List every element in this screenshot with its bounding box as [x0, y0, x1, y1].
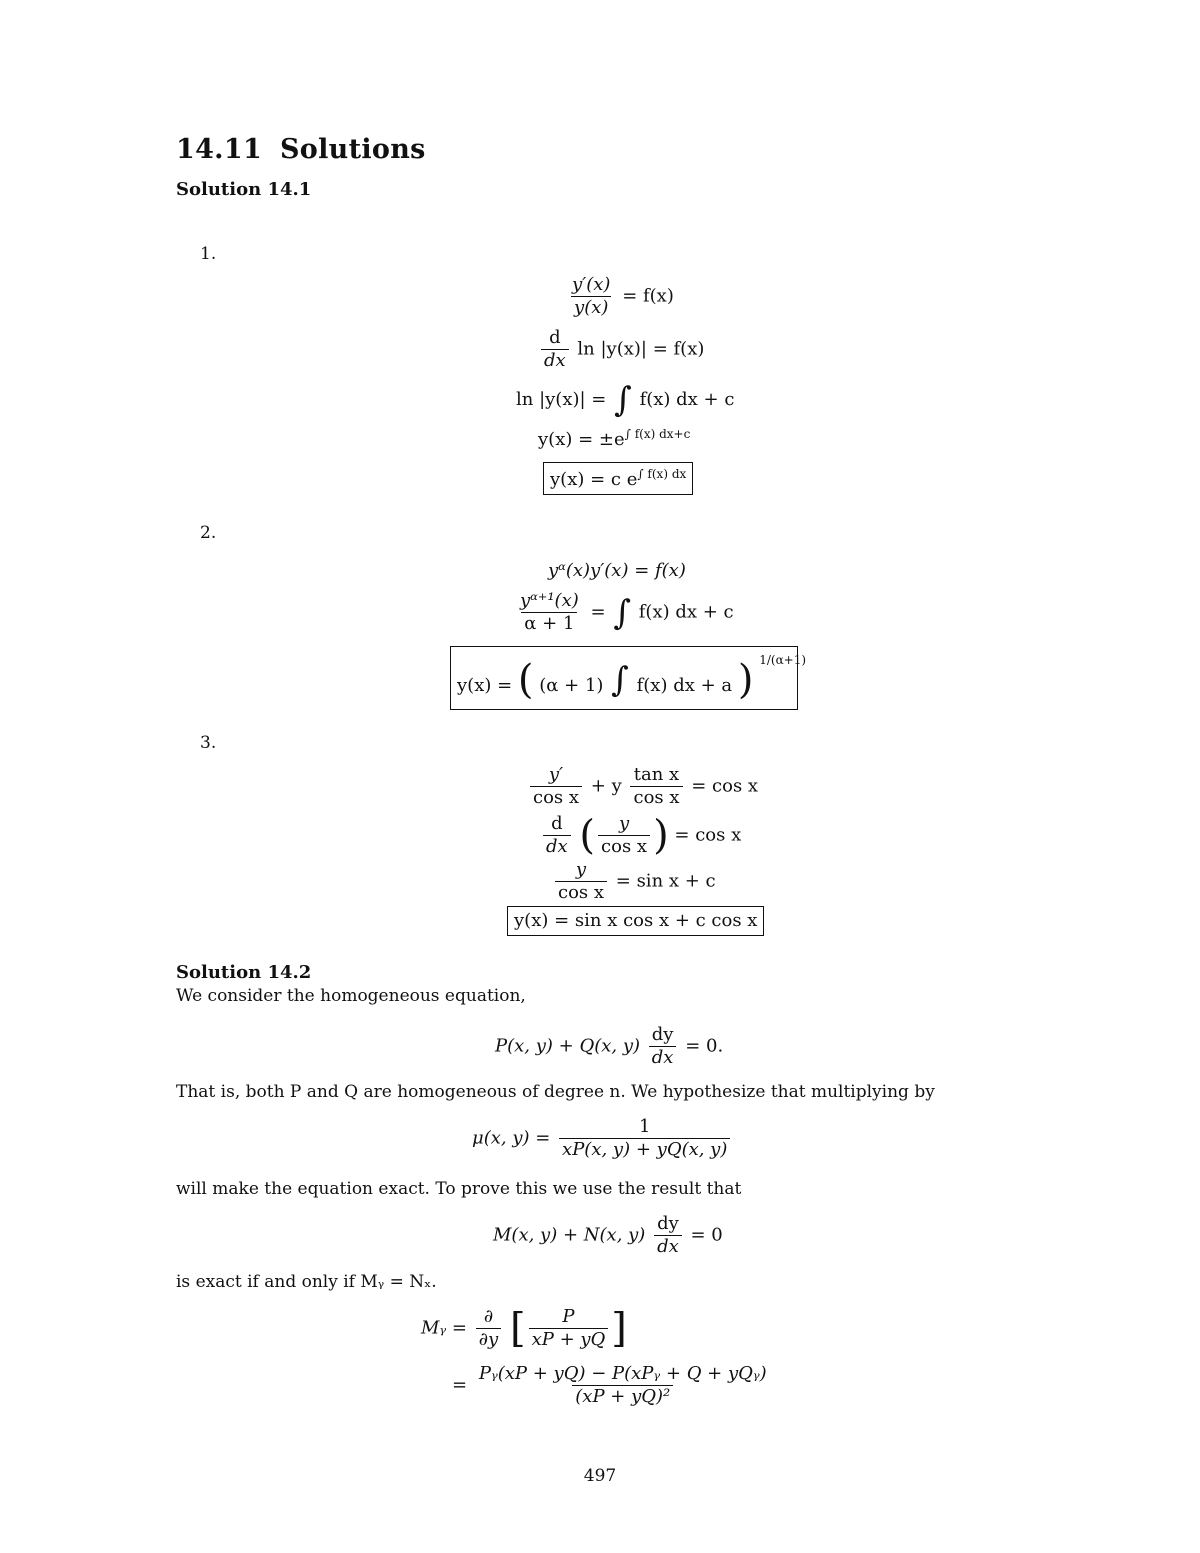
- section-number: 14.11: [176, 134, 263, 165]
- eq-2-2: $\frac{\text{yᵅ⁺¹(x)}}{\alpha + 1}$ = ∫ f(x) dx + c: [520, 590, 734, 634]
- eq-s2-3: M(x, y) + N(x, y) $\frac{dy}{dx}$ = 0: [493, 1213, 723, 1257]
- paragraph-4: is exact if and only if Mᵧ = Nₓ.: [176, 1272, 437, 1292]
- eq-s2-1: P(x, y) + Q(x, y) $\frac{dy}{dx}$ = 0.: [495, 1024, 724, 1068]
- section-heading: [176, 134, 426, 165]
- boxed-answer-2: y(x) = ( (α + 1) ∫ f(x) dx + a ) $^{1/(\alpha+1)}$: [450, 646, 798, 710]
- eq-s2-2: μ(x, y) = $\frac{1}{xP(x, y) + yQ(x, y)}$: [472, 1118, 733, 1159]
- item-1-label: 1.: [200, 244, 217, 264]
- item-3-label: 3.: [200, 733, 217, 753]
- paragraph-3: will make the equation exact. To prove this we use the result that: [176, 1179, 742, 1199]
- eq-s2-4: Mᵧ = $\frac{\partial}{\partial y}$ [ $\frac{P}{xP + yQ}$ ]: [421, 1305, 627, 1352]
- solution-14-2-heading: Solution 14.2: [176, 962, 312, 983]
- eq-3-3: $\frac{y}{\text{cos x}}$ = sin x + c: [552, 861, 716, 902]
- paragraph-2: That is, both P and Q are homogeneous of degree n. We hypothesize that multiplying by: [176, 1082, 935, 1102]
- eq-3-2: $\frac{d}{dx}$ ( $\frac{y}{\text{cos x}}$ ) = cos x: [540, 815, 741, 856]
- boxed-answer-3: y(x) = sin x cos x + c cos x: [507, 906, 764, 936]
- eq-1-3: ln |y(x)| = ∫ f(x) dx + c: [516, 380, 735, 420]
- eq-1-1: $\frac{y'(x)}{y(x)}$ = f(x): [572, 274, 674, 318]
- item-2-label: 2.: [200, 523, 217, 543]
- eq-1-2: $\frac{d}{dx}$ ln |y(x)| = f(x): [538, 329, 704, 370]
- eq-2-1: yᵅ(x)y′(x) = f(x): [548, 560, 686, 581]
- eq-1-4: $y(x) = \pm e^{\int f(x) dx+c}$: [538, 427, 691, 450]
- solution-14-1-heading: Solution 14.1: [176, 179, 312, 200]
- eq-s2-5: = $\frac{\text{Pᵧ(xP + yQ) − P(xPᵧ + Q + yQᵧ)}}{\text{(xP + yQ)²}}$: [452, 1363, 767, 1407]
- eq-3-1: $\frac{y'}{\text{cos x}}$ + y $\frac{\text{tan x}}{\text{cos x}}$ = cos x: [527, 766, 758, 807]
- paragraph-1: We consider the homogeneous equation,: [176, 986, 526, 1006]
- section-title: Solutions: [280, 134, 426, 165]
- boxed-answer-1: y(x) = c $e^{\int f(x) dx}$: [543, 462, 693, 495]
- page-number: 497: [583, 1466, 617, 1486]
